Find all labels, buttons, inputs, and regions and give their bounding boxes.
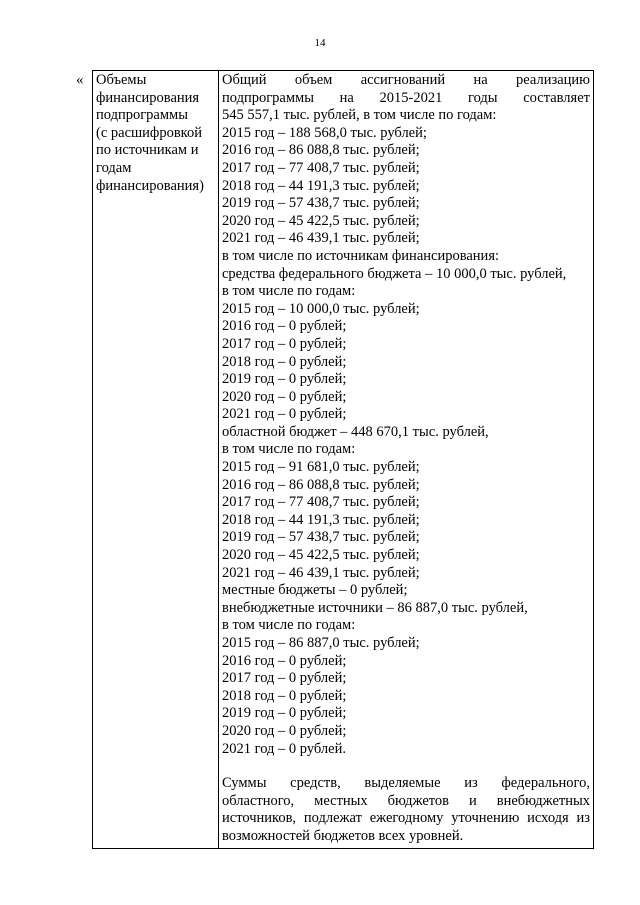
funding-line: 2015 год – 91 681,0 тыс. рублей;: [222, 459, 420, 476]
funding-intro: [222, 72, 590, 107]
funding-line: 2015 год – 10 000,0 тыс. рублей;: [222, 300, 420, 317]
funding-line: средства федерального бюджета – 10 000,0 тыс. рублей,: [222, 265, 567, 282]
opening-quote-mark: «: [76, 72, 84, 88]
funding-line: областной бюджет – 448 670,1 тыс. рублей,: [222, 423, 489, 440]
funding-line: 2020 год – 45 422,5 тыс. рублей;: [222, 212, 420, 229]
funding-line: 2018 год – 0 рублей;: [222, 353, 347, 370]
funding-line: 2016 год – 0 рублей;: [222, 318, 347, 335]
funding-line: 2019 год – 0 рублей;: [222, 371, 347, 388]
label-line: финансирования): [96, 177, 204, 194]
note-line: источников, подлежат ежегодному уточнению исходя из: [222, 810, 590, 827]
note-line: Суммы средств, выделяемые из федерального,: [222, 775, 590, 792]
intro-line: Общий объем ассигнований на реализацию: [222, 72, 590, 88]
funding-line: в том числе по источникам финансирования:: [222, 247, 500, 264]
funding-line: 2021 год – 0 рублей;: [222, 406, 347, 423]
label-line: годам: [96, 159, 132, 176]
note-line: возможностей бюджетов всех уровней.: [222, 827, 464, 844]
funding-line: 2017 год – 0 рублей;: [222, 670, 347, 687]
funding-line: 2017 год – 0 рублей;: [222, 335, 347, 352]
funding-label-cell: [93, 71, 219, 849]
funding-line: 2020 год – 45 422,5 тыс. рублей;: [222, 547, 420, 564]
funding-line: 2018 год – 44 191,3 тыс. рублей;: [222, 177, 420, 194]
funding-line: 2017 год – 77 408,7 тыс. рублей;: [222, 494, 420, 511]
funding-line: 2019 год – 0 рублей;: [222, 705, 347, 722]
funding-line: 2020 год – 0 рублей;: [222, 388, 347, 405]
label-line: по источникам и: [96, 142, 199, 159]
subprogram-funding-table: [92, 70, 594, 849]
funding-line: 2019 год – 57 438,7 тыс. рублей;: [222, 195, 420, 212]
funding-label: [96, 72, 215, 195]
funding-line: 2017 год – 77 408,7 тыс. рублей;: [222, 159, 420, 176]
funding-line: 2016 год – 0 рублей;: [222, 652, 347, 669]
label-line: Объемы: [96, 72, 147, 88]
funding-line: 2021 год – 0 рублей.: [222, 740, 346, 757]
funding-line: 2019 год – 57 438,7 тыс. рублей;: [222, 529, 420, 546]
funding-line: 2016 год – 86 088,8 тыс. рублей;: [222, 476, 420, 493]
funding-line: 545 557,1 тыс. рублей, в том числе по годам:: [222, 107, 497, 124]
label-line: (с расшифровкой: [96, 124, 202, 141]
funding-line: в том числе по годам:: [222, 617, 356, 634]
funding-row: [93, 71, 594, 849]
funding-line: внебюджетные источники – 86 887,0 тыс. рублей,: [222, 599, 528, 616]
intro-line: подпрограммы на 2015-2021 годы составляет: [222, 89, 590, 106]
funding-line: местные бюджеты – 0 рублей;: [222, 582, 408, 599]
funding-line: 2021 год – 46 439,1 тыс. рублей;: [222, 564, 420, 581]
paragraph-gap: [222, 758, 590, 775]
funding-line: 2021 год – 46 439,1 тыс. рублей;: [222, 230, 420, 247]
funding-line: 2016 год – 86 088,8 тыс. рублей;: [222, 142, 420, 159]
funding-line: в том числе по годам:: [222, 283, 356, 300]
funding-note: [222, 775, 590, 845]
funding-line: 2020 год – 0 рублей;: [222, 722, 347, 739]
funding-line: 2018 год – 0 рублей;: [222, 687, 347, 704]
funding-line: в том числе по годам:: [222, 441, 356, 458]
funding-line: 2015 год – 86 887,0 тыс. рублей;: [222, 635, 420, 651]
label-line: подпрограммы: [96, 107, 188, 124]
funding-breakdown: [222, 107, 590, 758]
funding-line: 2018 год – 44 191,3 тыс. рублей;: [222, 511, 420, 528]
label-line: финансирования: [96, 89, 200, 106]
note-line: областного, местных бюджетов и внебюджетных: [222, 792, 590, 809]
page-number: 14: [314, 37, 326, 49]
funding-line: 2015 год – 188 568,0 тыс. рублей;: [222, 124, 427, 141]
funding-content-cell: [219, 71, 594, 849]
